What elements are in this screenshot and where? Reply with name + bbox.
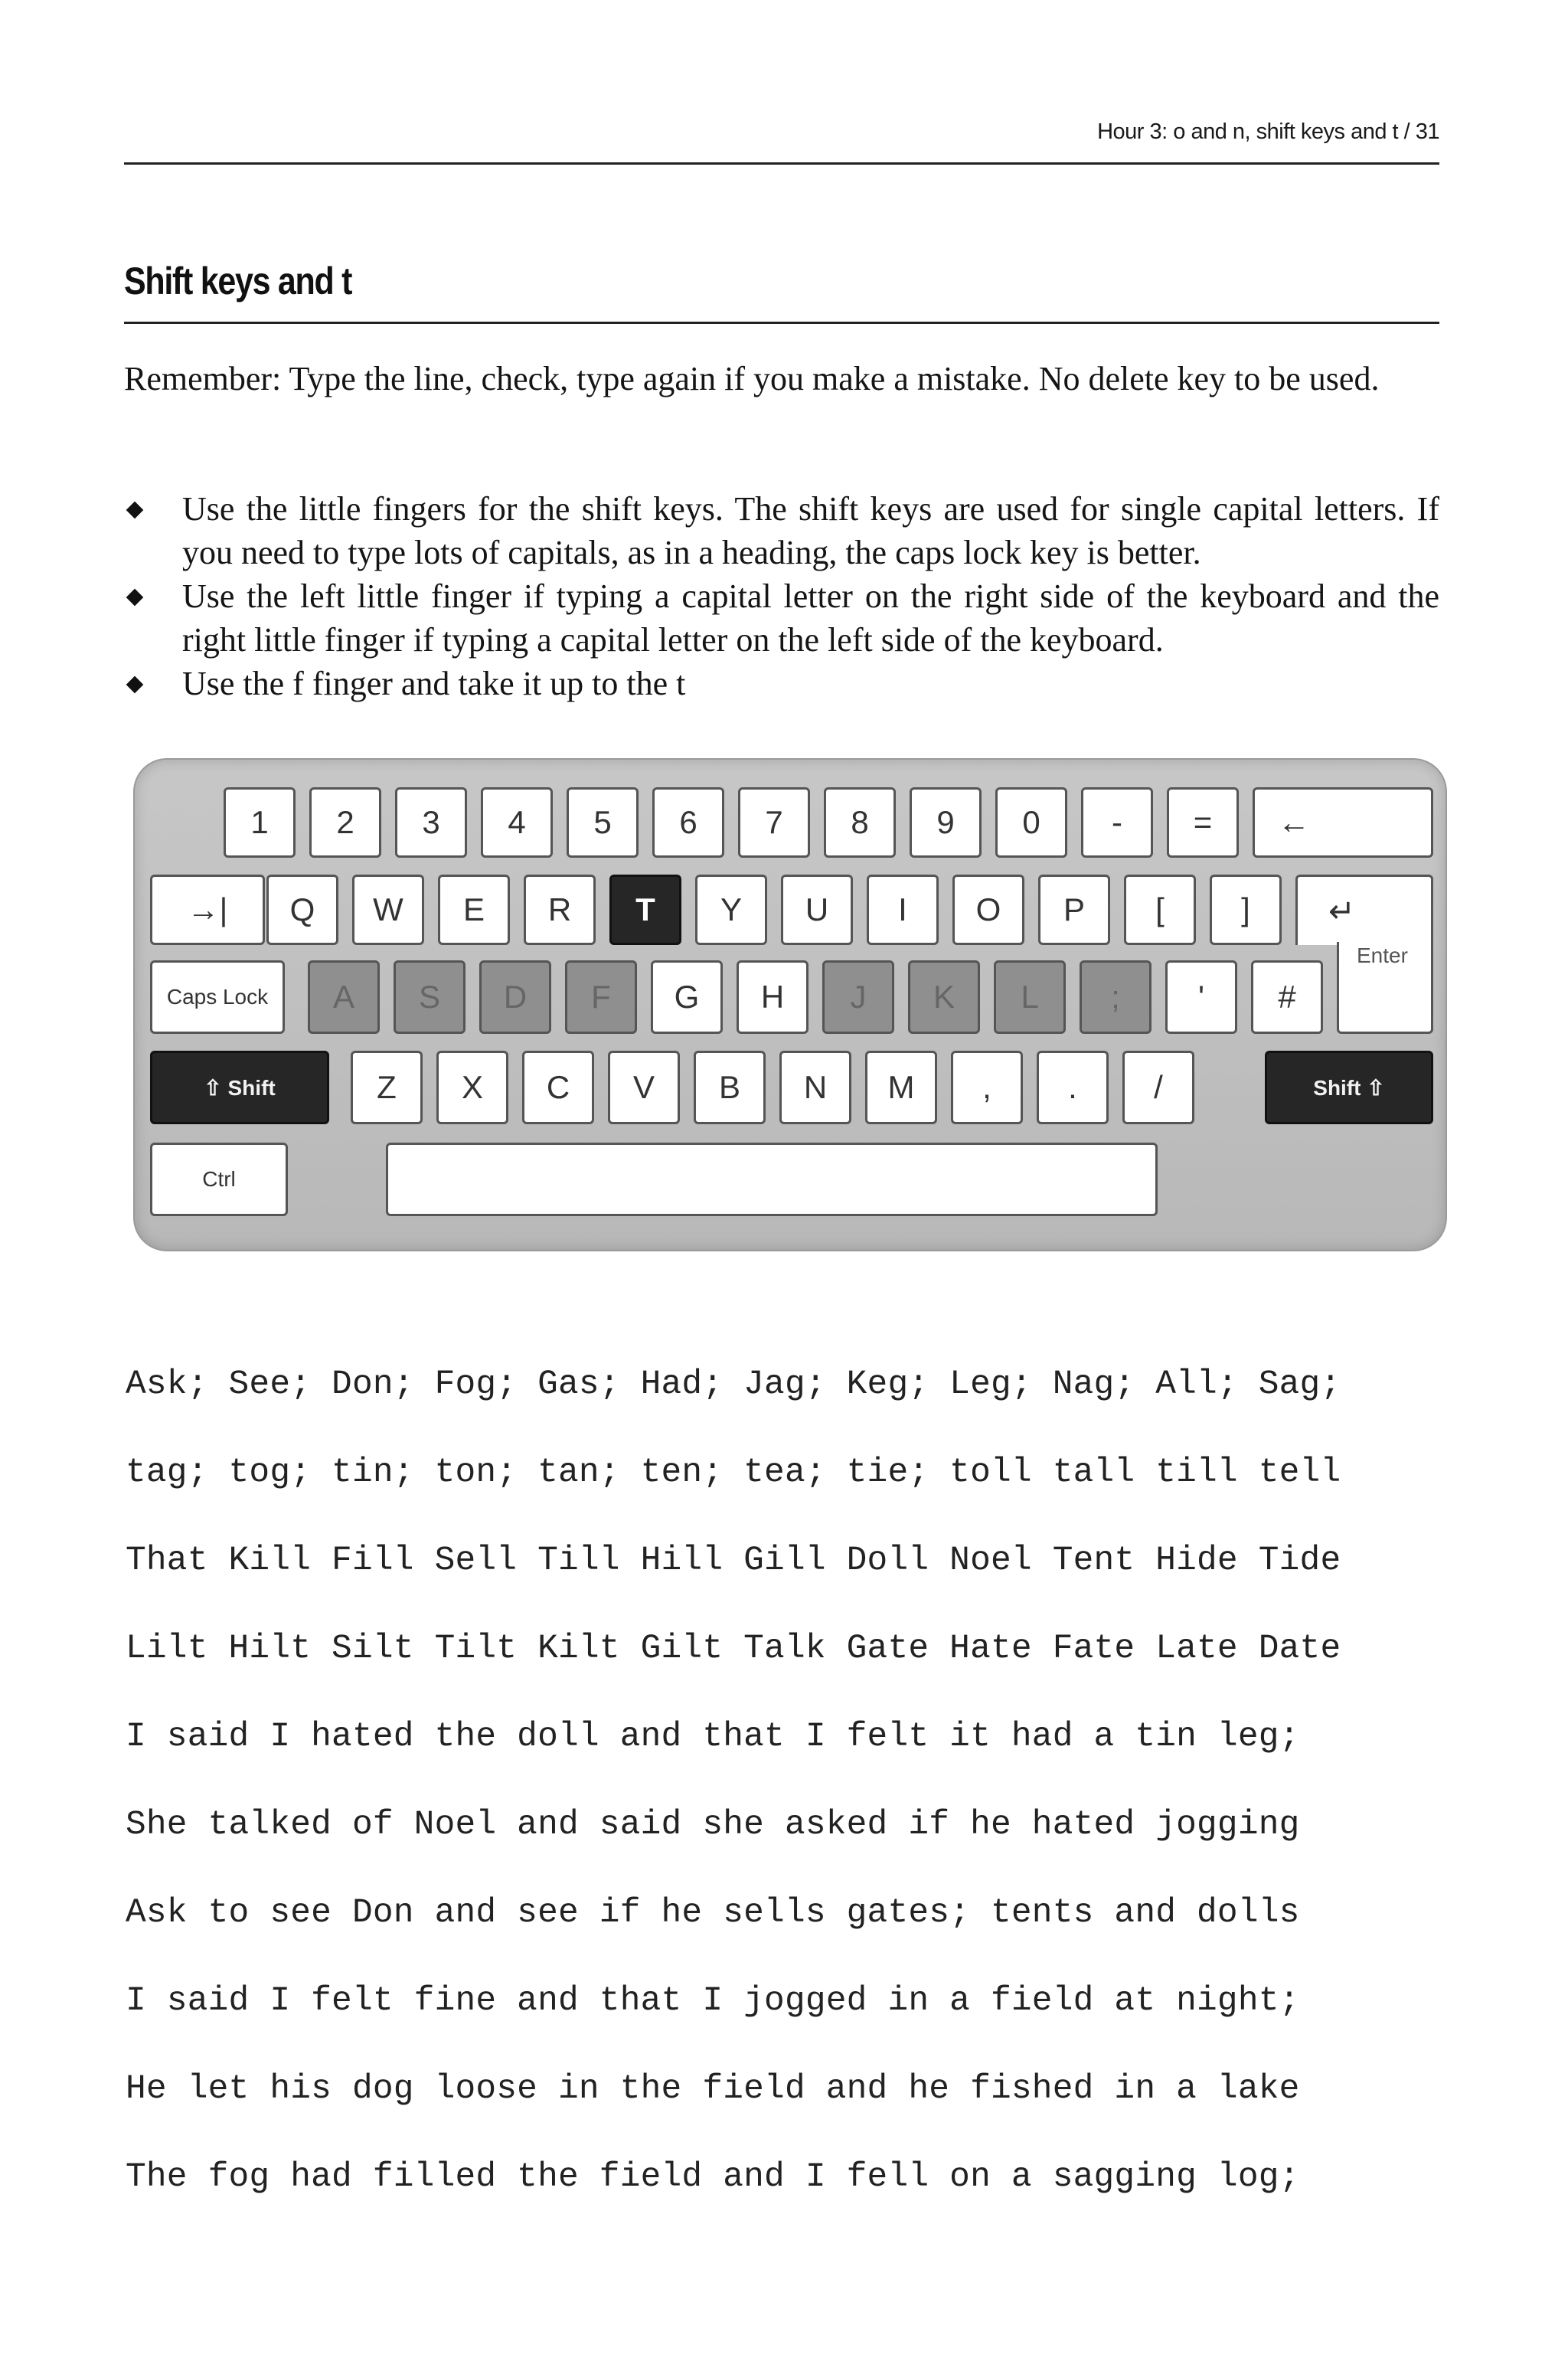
- drill-line: I said I hated the doll and that I felt it had a tin leg;: [126, 1718, 1300, 1756]
- key-h: H: [737, 960, 808, 1034]
- ctrl-key: Ctrl: [150, 1143, 288, 1216]
- key-w: W: [352, 875, 424, 945]
- instruction-text: Use the f finger and take it up to the t: [182, 665, 686, 702]
- key-left-bracket: [: [1124, 875, 1196, 945]
- tab-key: →|: [150, 875, 265, 945]
- section-rule: [124, 322, 1439, 324]
- key-n: N: [779, 1051, 851, 1124]
- key-0: 0: [995, 787, 1067, 858]
- key-8: 8: [824, 787, 896, 858]
- keyboard-diagram: [133, 758, 1447, 1251]
- caps-lock-key: Caps Lock: [150, 960, 285, 1034]
- diamond-bullet-icon: [126, 502, 144, 519]
- left-shift-key: ⇧ Shift: [150, 1051, 329, 1124]
- key-m: M: [865, 1051, 937, 1124]
- instruction-list: [124, 487, 1439, 705]
- section-title: Shift keys and t: [124, 260, 352, 303]
- key-hash: #: [1251, 960, 1323, 1034]
- key-4: 4: [481, 787, 553, 858]
- key-i: I: [867, 875, 939, 945]
- key-b: B: [694, 1051, 766, 1124]
- key-e: E: [438, 875, 510, 945]
- instruction-text: Use the left little finger if typing a capital letter on the right side of the keyboard and the right little finger if typing a capital letter on the left side of the keyboard.: [182, 577, 1439, 659]
- key-l-home: L: [994, 960, 1066, 1034]
- drill-line: She talked of Noel and said she asked if he hated jogging: [126, 1806, 1300, 1844]
- key-5: 5: [567, 787, 639, 858]
- key-6: 6: [652, 787, 724, 858]
- key-7: 7: [738, 787, 810, 858]
- key-2: 2: [309, 787, 381, 858]
- diamond-bullet-icon: [126, 676, 144, 694]
- key-comma: ,: [951, 1051, 1023, 1124]
- key-a-home: A: [308, 960, 380, 1034]
- key-apostrophe: ': [1165, 960, 1237, 1034]
- key-z: Z: [351, 1051, 423, 1124]
- drill-line: He let his dog loose in the field and he fished in a lake: [126, 2070, 1300, 2108]
- key-r: R: [524, 875, 596, 945]
- key-t-highlighted: T: [609, 875, 681, 945]
- drill-line: Ask to see Don and see if he sells gates; tents and dolls: [126, 1894, 1300, 1932]
- backspace-key: ←: [1253, 787, 1433, 858]
- key-slash: /: [1122, 1051, 1194, 1124]
- intro-paragraph: Remember: Type the line, check, type again if you make a mistake. No delete key to be used.: [124, 360, 1380, 397]
- key-v: V: [608, 1051, 680, 1124]
- drill-line: Ask; See; Don; Fog; Gas; Had; Jag; Keg; Leg; Nag; All; Sag;: [126, 1365, 1341, 1404]
- key-period: .: [1037, 1051, 1109, 1124]
- key-minus: -: [1081, 787, 1153, 858]
- header-rule: [124, 162, 1439, 165]
- right-shift-key: Shift ⇧: [1265, 1051, 1433, 1124]
- enter-label: Enter: [1357, 943, 1408, 967]
- key-3: 3: [395, 787, 467, 858]
- instruction-item: [124, 662, 1439, 705]
- drill-line: The fog had filled the field and I fell on a sagging log;: [126, 2158, 1300, 2196]
- instruction-text: Use the little fingers for the shift keys. The shift keys are used for single capital letters. If you need to type lots of capitals, as in a heading, the caps lock key is better.: [182, 490, 1439, 571]
- key-1: 1: [224, 787, 296, 858]
- key-f-home: F: [565, 960, 637, 1034]
- key-right-bracket: ]: [1210, 875, 1282, 945]
- key-9: 9: [910, 787, 982, 858]
- key-k-home: K: [908, 960, 980, 1034]
- key-y: Y: [695, 875, 767, 945]
- practice-drills: [126, 1363, 1446, 2244]
- key-semicolon-home: ;: [1080, 960, 1152, 1034]
- running-head: Hour 3: o and n, shift keys and t / 31: [1097, 119, 1439, 144]
- instruction-item: [124, 574, 1439, 662]
- key-d-home: D: [479, 960, 551, 1034]
- key-q: Q: [266, 875, 338, 945]
- key-u: U: [781, 875, 853, 945]
- key-c: C: [522, 1051, 594, 1124]
- drill-line: I said I felt fine and that I jogged in a field at night;: [126, 1982, 1300, 2020]
- key-p: P: [1038, 875, 1110, 945]
- spacebar-key: [386, 1143, 1158, 1216]
- key-g: G: [651, 960, 723, 1034]
- drill-line: That Kill Fill Sell Till Hill Gill Doll Noel Tent Hide Tide: [126, 1542, 1341, 1580]
- enter-key-top: ↵: [1295, 875, 1433, 945]
- key-o: O: [952, 875, 1024, 945]
- drill-line: tag; tog; tin; ton; tan; ten; tea; tie; toll tall till tell: [126, 1454, 1341, 1492]
- diamond-bullet-icon: [126, 589, 144, 607]
- instruction-item: [124, 487, 1439, 574]
- drill-line: Lilt Hilt Silt Tilt Kilt Gilt Talk Gate Hate Fate Late Date: [126, 1630, 1341, 1668]
- key-x: X: [436, 1051, 508, 1124]
- key-j-home: J: [822, 960, 894, 1034]
- key-equals: =: [1167, 787, 1239, 858]
- key-s-home: S: [394, 960, 466, 1034]
